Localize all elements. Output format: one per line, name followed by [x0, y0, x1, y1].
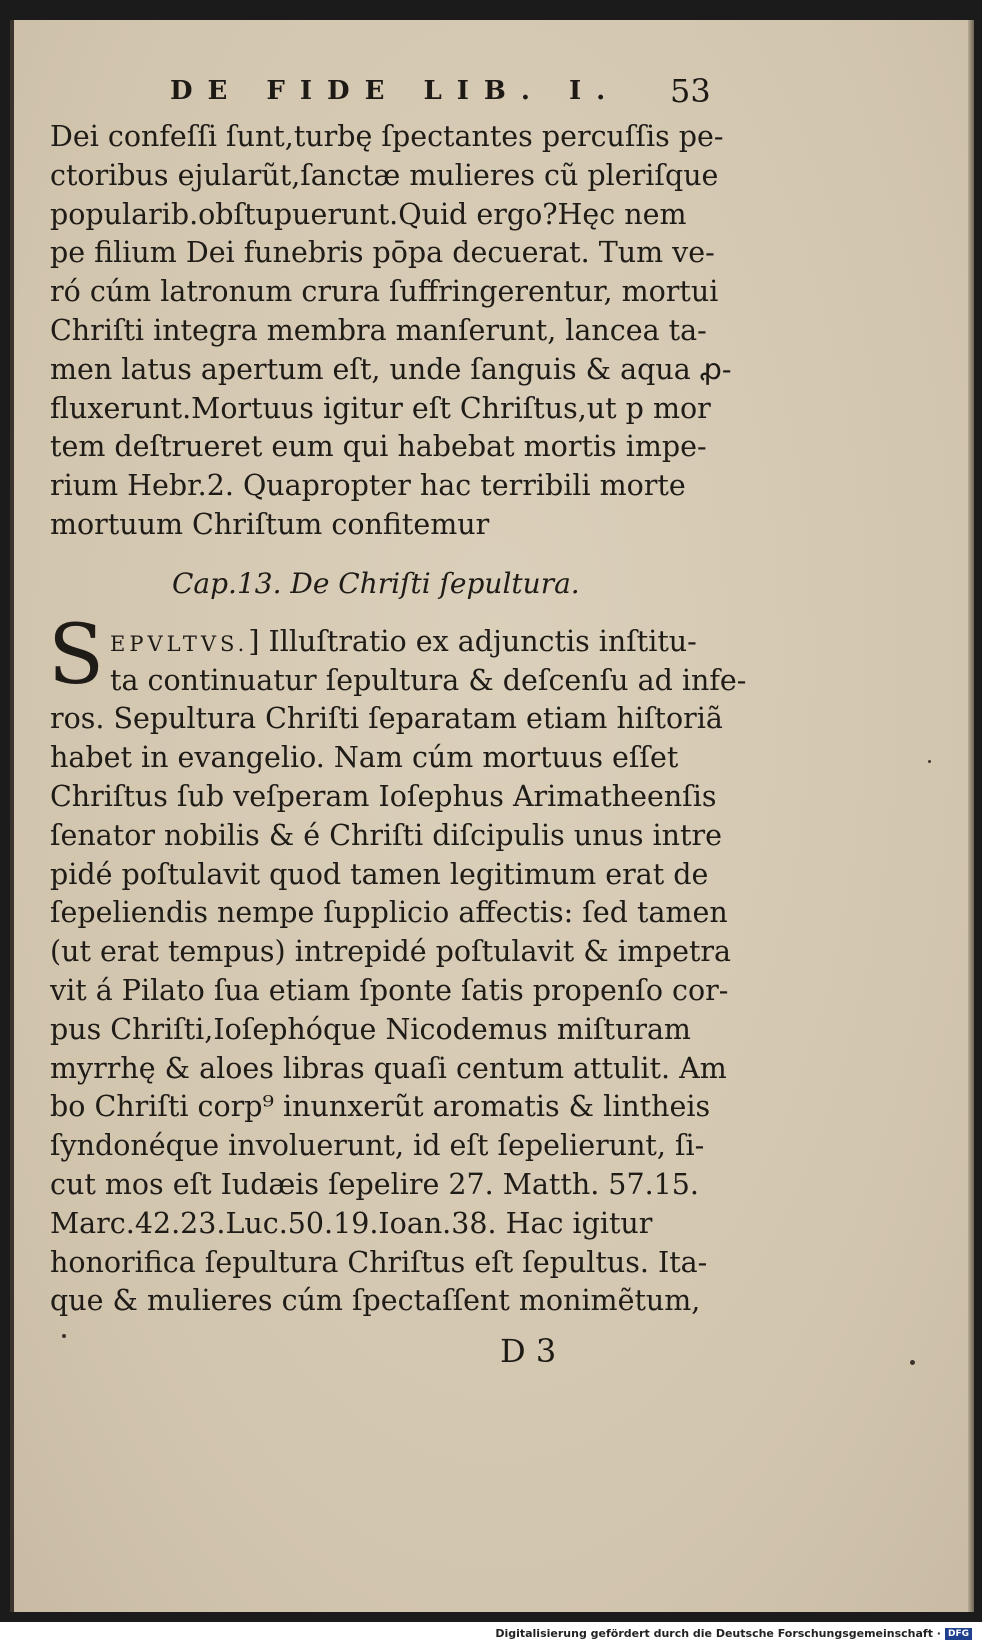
text-line: ros. Sepultura Chriſti ſeparatam etiam hiſtoriã [50, 702, 723, 736]
text-line: ſepeliendis nempe ſupplicio affectis: ſed tamen [50, 896, 728, 930]
text-line: bo Chriſti corp⁹ inunxerũt aromatis & lintheis [50, 1090, 711, 1124]
text-line: pidé poſtulavit quod tamen legitimum erat de [50, 857, 709, 891]
text-line: honorifica ſepultura Chriſtus eſt ſepultus. Ita- [50, 1245, 708, 1279]
text-line: rium Hebr.2. Quapropter hac terribili morte [50, 469, 686, 503]
text-line: popularib.obſtupuerunt.Quid ergo?Hęc nem [50, 197, 687, 231]
dfg-logo: DFG [945, 1628, 972, 1640]
text-line: pus Chriſti,Ioſephóque Nicodemus miſturam [50, 1012, 691, 1046]
section-first-line [50, 623, 730, 662]
digitization-credit [495, 1627, 972, 1640]
chapter-heading: Cap.13. De Chriſti ſepultura. [172, 566, 580, 600]
text-line: vit á Pilato ſua etiam ſponte ſatis propenſo cor- [50, 973, 729, 1007]
text-line: ſenator nobilis & é Chriſti diſcipulis unus intre [50, 818, 722, 852]
text-line: ró cúm latronum crura ſuffringerentur, mortui [50, 275, 719, 309]
text-line: Marc.42.23.Luc.50.19.Ioan.38. Hac igitur [50, 1206, 653, 1240]
text-line: Chriſtus ſub veſperam Ioſephus Arimatheenſis [50, 779, 717, 813]
text-line: fluxerunt.Mortuus igitur eſt Chriſtus,ut p mor [50, 391, 711, 425]
text-block [48, 118, 747, 1321]
credit-text: Digitalisierung gefördert durch die Deutsche Forschungsgemeinschaft · [495, 1627, 941, 1640]
first-line-text: ] Illuſtratio ex adjunctis inſtitu- [248, 624, 697, 658]
text-line: (ut erat tempus) intrepidé poſtulavit & impetra [50, 935, 732, 969]
text-line: cut mos eſt Iudæis ſepelire 27. Matth. 57.15. [50, 1167, 699, 1201]
text-line: tem deſtrueret eum qui habebat mortis impe- [50, 430, 707, 464]
drop-capital: S [48, 607, 105, 703]
text-line: pe filium Dei funebris pōpa decuerat. Tum ve- [50, 236, 715, 270]
text-line: ſyndonéque involuerunt, id eſt ſepelierunt, ſi- [50, 1129, 705, 1163]
text-line: Chriſti integra membra manſerunt, lancea ta- [50, 313, 707, 347]
paper-speck [62, 1334, 66, 1338]
signature-mark: D 3 [500, 1332, 557, 1370]
section-sepultura [48, 607, 747, 1321]
text-line: men latus apertum eſt, unde ſanguis & aqua ꝓ- [50, 352, 732, 386]
text-line: mortuum Chriſtum confitemur [50, 507, 490, 541]
text-line: que & mulieres cúm ſpectaſſent monimẽtum, [50, 1284, 701, 1318]
paper-speck [910, 1360, 915, 1365]
paragraph-before [50, 118, 730, 545]
page-edge [968, 20, 974, 1612]
text-line: ta continuatur ſepultura & deſcenſu ad infe- [110, 663, 747, 697]
text-line: Dei confeſſi ſunt,turbę ſpectantes percuſſis pe- [50, 120, 724, 153]
paper-speck [928, 760, 931, 763]
page-number: 53 [670, 72, 711, 110]
smallcaps-lemma: EPVLTVS. [110, 631, 249, 656]
text-line: ctoribus ejularũt,ſanctæ mulieres cũ pleriſque [50, 158, 719, 192]
text-line: habet in evangelio. Nam cúm mortuus eſſet [50, 741, 679, 775]
running-head: DE FIDE LIB. I. [170, 76, 621, 106]
text-line: myrrhę & aloes libras quaſi centum attulit. Am [50, 1051, 727, 1085]
